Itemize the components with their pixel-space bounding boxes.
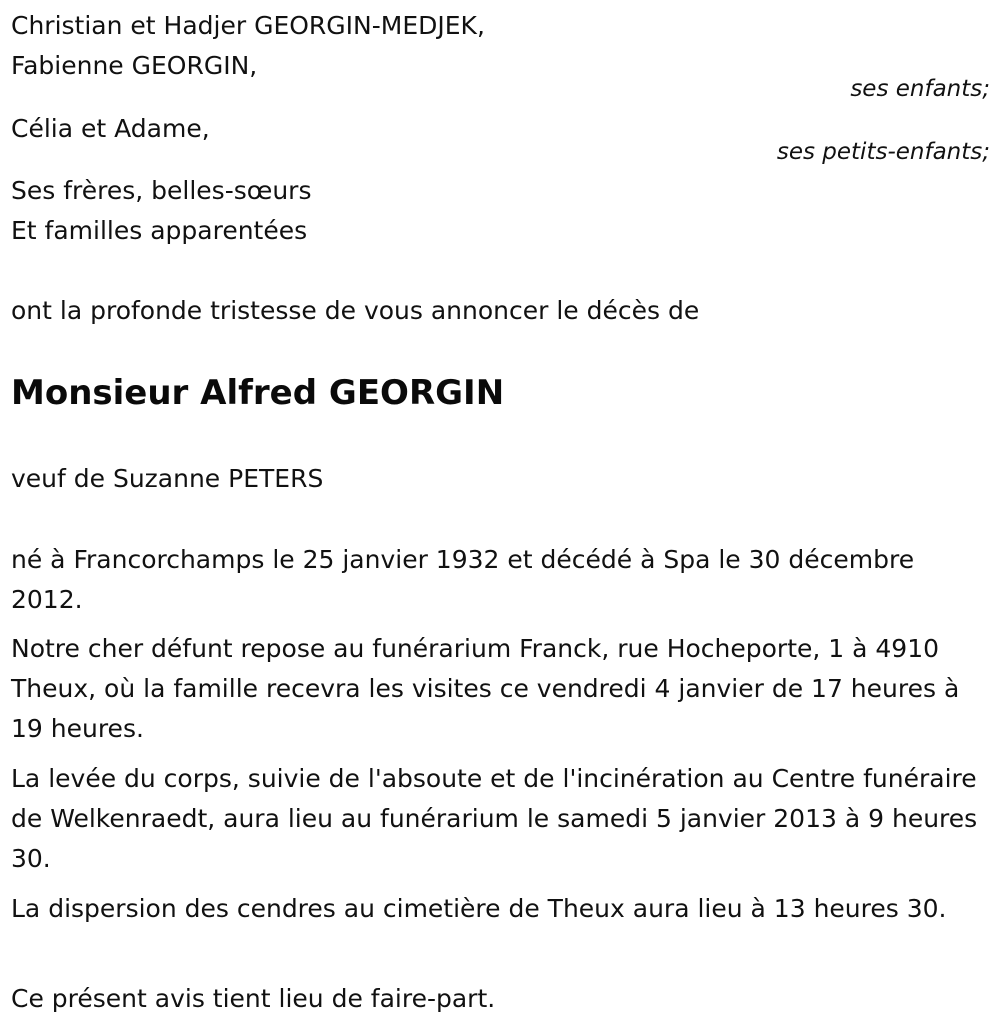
family-line-children-2: Fabienne GEORGIN,	[11, 51, 258, 80]
role-children: ses enfants;	[850, 76, 990, 102]
ceremony-paragraph: La levée du corps, suivie de l'absoute et de l'incinération au Centre funéraire de Welkenraedt, aura lieu au funérarium le samedi 5 janvier 2013 à 9 heures 30.	[11, 764, 978, 873]
announcement-text: ont la profonde tristesse de vous annoncer le décès de	[11, 296, 700, 325]
family-line-children-1: Christian et Hadjer GEORGIN-MEDJEK,	[11, 11, 485, 40]
ashes-paragraph: La dispersion des cendres au cimetière de Theux aura lieu à 13 heures 30.	[11, 894, 947, 923]
family-line-siblings: Ses frères, belles-sœurs	[11, 176, 312, 205]
deceased-name: Monsieur Alfred GEORGIN	[11, 373, 505, 413]
role-grandchildren: ses petits-enfants;	[776, 139, 990, 165]
spouse-text: veuf de Suzanne PETERS	[11, 464, 324, 493]
family-line-relatives: Et familles apparentées	[11, 216, 308, 245]
birth-death-paragraph: né à Francorchamps le 25 janvier 1932 et décédé à Spa le 30 décembre 2012.	[11, 545, 915, 614]
visitation-paragraph: Notre cher défunt repose au funérarium Franck, rue Hocheporte, 1 à 4910 Theux, où la famille recevra les visites ce vendredi 4 janvier de 17 heures à 19 heures.	[11, 634, 960, 743]
family-line-grandchildren: Célia et Adame,	[11, 114, 210, 143]
closing-paragraph: Ce présent avis tient lieu de faire-part.	[11, 984, 496, 1013]
